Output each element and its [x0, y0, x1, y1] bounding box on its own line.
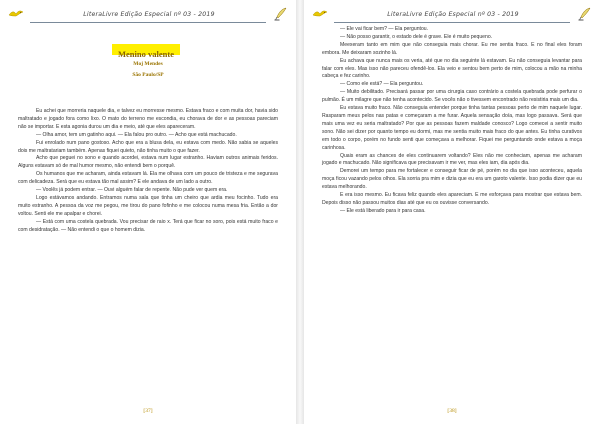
page-header	[312, 6, 592, 22]
paragraph: Quais eram as chances de eles continuarem voltando? Eles não me conheciam, apenas me acharam jogado e machucado. Não significava que precisavam ir me ver, mas eles iam, dia após dia.	[322, 152, 582, 167]
paragraph: — Olha amor, tem um gatinho aqui. — Ela falou pro outro. — Acho que está machucado.	[36, 131, 237, 138]
story-title-box	[112, 44, 180, 59]
right-page	[304, 0, 600, 424]
header-rule	[30, 22, 266, 23]
paragraph: Eu achava que nunca mais os veria, até que no dia seguinte lá estavam. Eu não conseguia levantar para falar com eles. Mas isso não pareceu ofendê-los. Ela veio e sentou bem perto de mim, colocou a mão na minha cabeça e fez carinho.	[322, 57, 582, 80]
paragraph: Eu achei que morreria naquele dia, e talvez eu morresse mesmo. Estava fraco e com muita dor, havia sido maltratado e jogado fora como lixo. O mato do terreno me escondia, eu chorava de dor e as pessoas pareciam não se importar. E esta agonia durou um dia e meio, até que eles apareceram.	[18, 108, 278, 130]
left-body-text	[18, 108, 278, 235]
paragraph: — Ele está liberado para ir para casa.	[340, 207, 426, 214]
paragraph: E era isso mesmo. Eu ficava feliz quando eles apareciam. E me esforçava para mostrar que estava bem. Depois disso não passou muitos dias até que eu os ouvisse conversando.	[322, 192, 582, 206]
paragraph: Demorei um tempo para me fortalecer e conseguir ficar de pé, porém no dia que isso aconteceu, aquela moça ficou vazando pelos olhos. Ela sorria pra mim e dizia que eu era um garoto valente. Isso podia dizer que eu estava melhorando.	[322, 168, 582, 191]
left-page	[0, 0, 296, 424]
flying-bird-icon	[8, 8, 24, 20]
page-number: [37]	[143, 408, 153, 414]
paragraph: — Muito debilitado. Precisará passar por uma cirurgia caso contrário a costela quebrada pode perfurar o pulmão. É um milagre que não tenha acontecido. Se vocês não o tivessem encontrado não resistiria mais um dia.	[322, 89, 582, 104]
quill-pen-icon	[578, 7, 592, 21]
paragraph: — Não posso garantir, o estado dele é grave. Ele é muito pequeno.	[340, 33, 493, 40]
flying-bird-icon	[312, 8, 328, 20]
book-gutter	[296, 0, 304, 424]
paragraph: — Como ele está? — Ela perguntou.	[340, 81, 424, 88]
page-number: [38]	[447, 408, 457, 414]
paragraph: — Voolês já podem entrar. — Ouvi alguém falar de repente. Não pude ver quem era.	[36, 187, 228, 194]
right-body-text	[322, 26, 582, 216]
paragraph: — Ele vai ficar bem? — Ela perguntou.	[340, 26, 429, 32]
author-name: Moj Mendes	[133, 61, 163, 67]
paragraph: Meexeram tanto em mim que não conseguia mais chorar. Eu me sentia fraco. E no final eles foram embora. Me deixaram sozinho lá.	[322, 41, 582, 56]
quill-pen-icon	[274, 7, 288, 21]
header-title: LiteraLivre Edição Especial nº 03 - 2019	[83, 10, 215, 18]
paragraph: Os humanos que me acharam, ainda estavam lá. Ela me olhava com um pouco de tristeza e me segurava com delicadeza. Será que eu estava tão mal assim? E ele andava de um lado a outro.	[18, 171, 278, 186]
story-title: Menino valente	[118, 49, 174, 59]
page-header	[8, 6, 288, 22]
paragraph: — Está com uma costela quebrada. Vou precisar de raio x. Terá que ficar no soro, pois está muito fraco e com desidratação. — Não entendi o que o homem dizia.	[18, 218, 278, 233]
paragraph: Logo estávamos andando. Entramos numa sala que tinha um cheiro que ardia meu focinho. Tudo era muito estranho. A pessoa da voz me pegou, me tirou do pano fofinho e me colocou numa mesa fria. Então a dor voltou. Senti ele me apalpar e chorei.	[18, 194, 278, 217]
author-city: São Paulo/SP	[132, 72, 164, 78]
paragraph: Eu estava muito fraco. Não conseguia entender porque tinha tantas pessoas perto de mim naquele lugar. Rasparam meus pelos nas patas e começaram a me furar. Aquela sensação doía, mas logo passava. Será que mais uma vez eu seria maltratado? Por que as pessoas fazem maldade conosco? Logo comecei a sentir muito sono. Não sei dizer por quanto tempo eu dormi, mas me sentia muito mais fraco do que antes. Eu tinha curativos em todo o corpo, porém no fundo senti que começava a melhorar. Fiquei me perguntando onde estava a moça carinhosa.	[322, 105, 582, 151]
header-title: LiteraLivre Edição Especial nº 03 - 2019	[387, 10, 519, 18]
paragraph: Fui enrolado num pano gostoso. Acho que era a blusa dela, eu estava com medo. Não sabia se aqueles dois me maltratariam também. Apenas fiquei quieto, não tinha muito o que fazer.	[18, 139, 278, 154]
paragraph: Acho que peguei no sono e quando acordei, estava num lugar estranho. Haviam outros animais feridos. Alguns estavam só de mal humor mesmo, não entendi bem o porquê.	[18, 155, 278, 170]
header-rule	[334, 22, 570, 23]
